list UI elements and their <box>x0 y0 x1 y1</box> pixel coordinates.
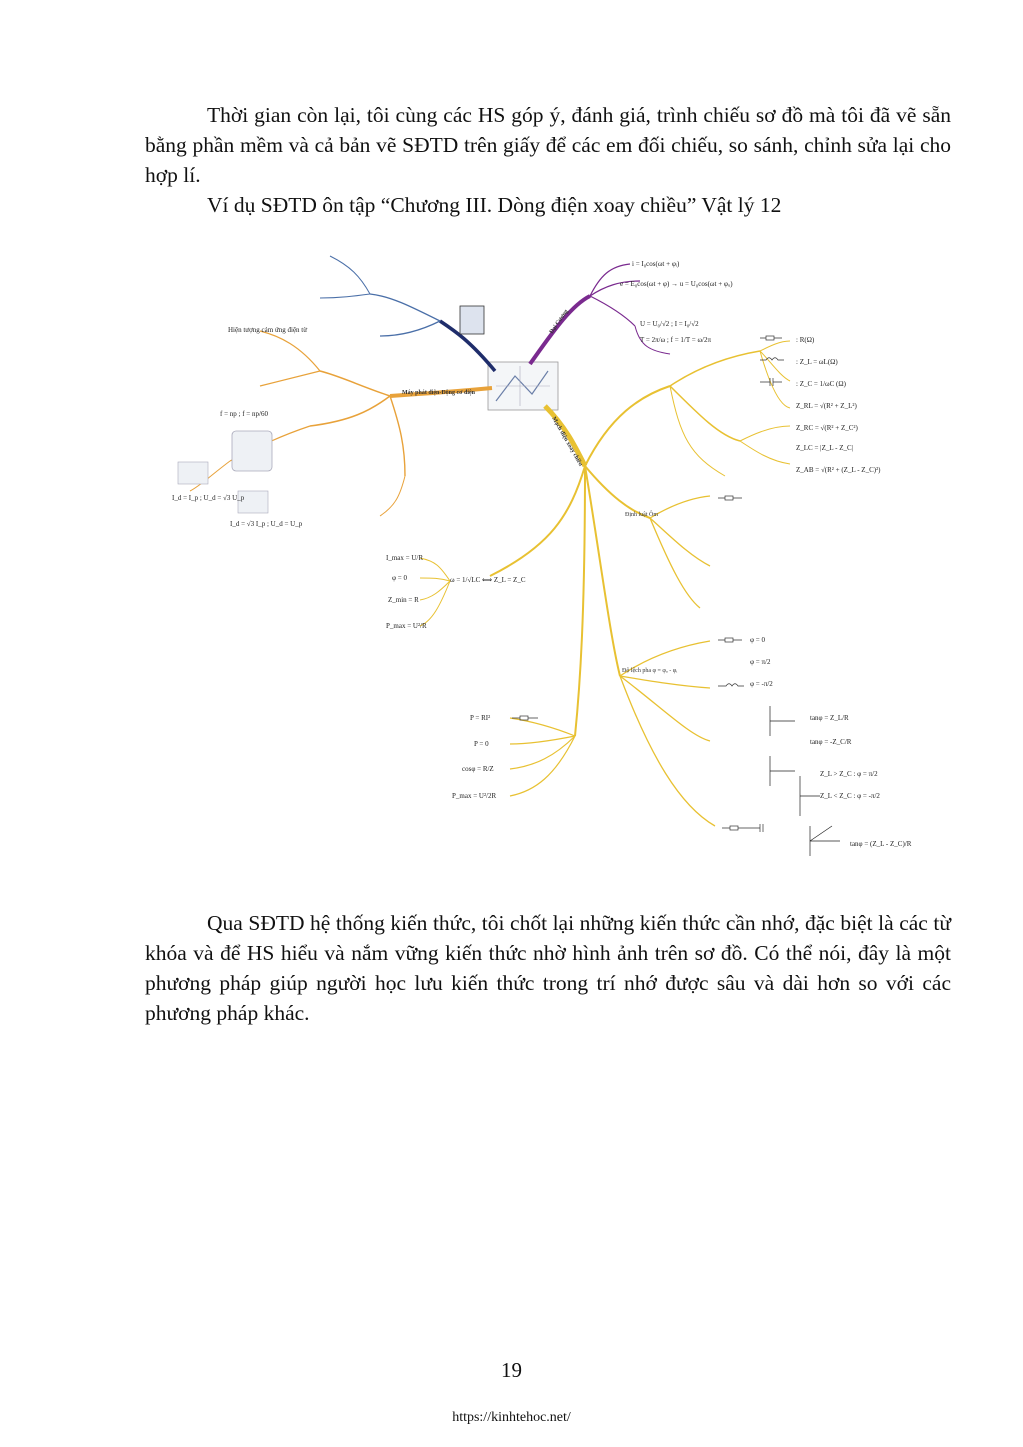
vector-diagrams <box>770 706 840 856</box>
ig-formula-1: I_d = I_p ; U_d = √3 U_p <box>172 494 245 502</box>
resonance-formula: ω = 1/√LC ⟺ Z_L = Z_C <box>450 576 526 584</box>
top-formula-2: e = E₀cos(ωt + φ) → u = U₀cos(ωt + φᵤ) <box>620 280 733 288</box>
power-formula-2: P = 0 <box>474 740 489 748</box>
branch-top-curve <box>530 296 590 364</box>
power-formula-1: P = RI² <box>470 714 491 722</box>
intro-section <box>145 100 951 220</box>
ohm-label: Định luật Ôm <box>625 512 658 518</box>
faraday-formula: f = np ; f = np/60 <box>220 410 268 418</box>
impedance-r: : R(Ω) <box>796 336 815 344</box>
mind-map-figure <box>170 236 928 860</box>
top-formula-3: U = U₀/√2 ; I = I₀/√2 <box>640 320 699 328</box>
paragraph-conclusion: Qua SĐTD hệ thống kiến thức, tôi chốt lại những kiến thức cần nhớ, đặc biệt là các từ khóa và để HS hiểu và nắm vững kiến thức nhờ hình ảnh trên sơ đồ. Có thể nói, đây là một phương pháp giúp người học lưu kiến thức trong trí nhớ được sâu và dài hơn so với các phương pháp khác. <box>145 911 951 1025</box>
phi-result-1: φ = 0 <box>750 636 765 644</box>
branch-top-label: Đại Cương <box>548 308 570 336</box>
branch-right-label: Mạch điện xoay chiều <box>550 416 584 468</box>
left-title: Hiện tượng cảm ứng điện từ <box>228 326 308 334</box>
power-formula-4: P_max = U²/2R <box>452 792 497 800</box>
phi-result-2: φ = π/2 <box>750 658 771 666</box>
impedance-lc: Z_LC = |Z_L - Z_C| <box>796 444 854 452</box>
zl-less: Z_L < Z_C : φ = -π/2 <box>820 792 880 800</box>
resonance-zmin: Z_min = R <box>388 596 419 604</box>
impedance-l: : Z_L = ωL(Ω) <box>796 358 838 366</box>
phase-label: Độ lệch pha φ = φᵤ - φᵢ <box>622 668 678 674</box>
impedance-rc: Z_RC = √(R² + Z_C²) <box>796 424 858 432</box>
zl-greater: Z_L > Z_C : φ = π/2 <box>820 770 878 778</box>
top-formula-4: T = 2π/ω ; f = 1/T = ω/2π <box>640 336 712 344</box>
footer-url[interactable]: https://kinhtehoc.net/ <box>452 1410 571 1425</box>
resonance-pmax: P_max = U²/R <box>386 622 427 630</box>
branch-left-label: Máy phát điện-Động cơ điện <box>402 390 475 396</box>
star-diagram-image <box>178 462 208 484</box>
conclusion-section <box>145 908 951 1028</box>
transformer-image <box>460 306 484 334</box>
top-formula-1: i = I₀cos(ωt + φᵢ) <box>632 260 680 268</box>
ig-formula-2: I_d = √3 I_p ; U_d = U_p <box>230 520 303 528</box>
paragraph-intro: Thời gian còn lại, tôi cùng các HS góp ý, đánh giá, trình chiếu sơ đồ mà tôi đã vẽ sẵn bằng phần mềm và cả bản vẽ SĐTD trên giấy để các em đối chiếu, so sánh, chỉnh sửa lại cho hợp lí. <box>145 103 951 187</box>
page-number: 19 <box>501 1358 522 1382</box>
tan-formula-2: tanφ = -Z_C/R <box>810 738 852 746</box>
generator-image <box>232 431 272 471</box>
impedance-rl: Z_RL = √(R² + Z_L²) <box>796 402 857 410</box>
impedance-rlc: Z_AB = √(R² + (Z_L - Z_C)²) <box>796 466 881 474</box>
tan-formula-1: tanφ = Z_L/R <box>810 714 849 722</box>
tan-formula-3: tanφ = (Z_L - Z_C)/R <box>850 840 912 848</box>
example-caption: Ví dụ SĐTD ôn tập “Chương III. Dòng điện xoay chiều” Vật lý 12 <box>207 193 782 217</box>
power-formula-3: cosφ = R/Z <box>462 765 494 773</box>
impedance-c: : Z_C = 1/ωC (Ω) <box>796 380 846 388</box>
resonance-phi: φ = 0 <box>392 574 407 582</box>
resonance-imax: I_max = U/R <box>386 554 423 562</box>
phi-result-3: φ = -π/2 <box>750 680 773 688</box>
